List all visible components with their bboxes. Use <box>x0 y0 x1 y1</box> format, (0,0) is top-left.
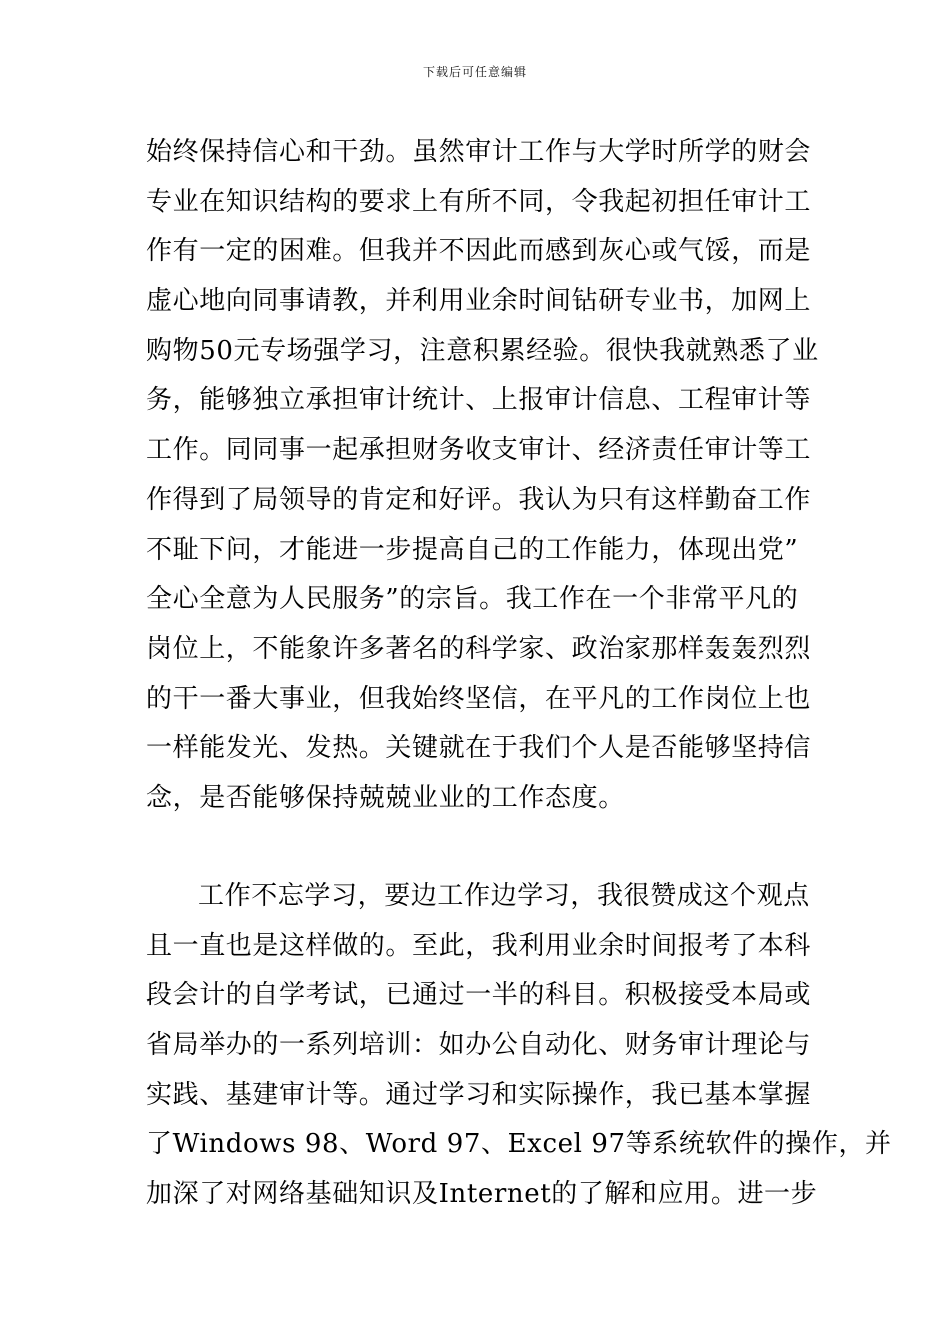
text-line: 始终保持信心和干劲。虽然审计工作与大学时所学的财会 <box>146 137 812 167</box>
text-line-indented: 工作不忘学习，要边工作边学习，我很赞成这个观点 <box>198 881 810 911</box>
text-line: 作有一定的困难。但我并不因此而感到灰心或气馁，而是 <box>146 236 812 267</box>
text-line: 段会计的自学考试，已通过一半的科目。积极接受本局或 <box>146 980 812 1011</box>
text-line: 购物50元专场强学习，注意积累经验。很快我就熟悉了业 <box>146 335 819 366</box>
text-line: 作得到了局领导的肯定和好评。我认为只有这样勤奋工作 <box>146 484 812 515</box>
text-line: 虚心地向同事请教，并利用业余时间钻研专业书，加网上 <box>146 286 812 317</box>
text-line: 了Windows 98、Word 97、Excel 97等系统软件的操作，并 <box>146 1129 892 1160</box>
text-line: 岗位上，不能象许多著名的科学家、政治家那样轰轰烈烈 <box>146 633 812 664</box>
text-line: 的干一番大事业，但我始终坚信，在平凡的工作岗位上也 <box>146 683 812 714</box>
text-line: 实践、基建审计等。通过学习和实际操作，我已基本掌握 <box>146 1079 812 1110</box>
text-line: 不耻下问，才能进一步提高自己的工作能力，体现出党” <box>146 534 799 565</box>
text-line: 念，是否能够保持兢兢业业的工作态度。 <box>146 782 625 813</box>
text-line: 务，能够独立承担审计统计、上报审计信息、工程审计等 <box>146 385 812 416</box>
text-line: 加深了对网络基础知识及Internet的了解和应用。进一步 <box>146 1179 818 1210</box>
text-line: 工作。同同事一起承担财务收支审计、经济责任审计等工 <box>146 435 812 466</box>
text-line: 省局举办的一系列培训：如办公自动化、财务审计理论与 <box>146 1030 812 1061</box>
paragraph-1 <box>146 128 819 824</box>
text-line: 专业在知识结构的要求上有所不同，令我起初担任审计工 <box>146 186 812 217</box>
text-line: 且一直也是这样做的。至此，我利用业余时间报考了本科 <box>146 930 812 961</box>
text-line: 全心全意为人民服务”的宗旨。我工作在一个非常平凡的 <box>146 584 799 615</box>
page-header: 下载后可任意编辑 <box>422 65 527 79</box>
text-line: 一样能发光、发热。关键就在于我们个人是否能够坚持信 <box>146 733 812 764</box>
paragraph-2 <box>146 872 892 1220</box>
